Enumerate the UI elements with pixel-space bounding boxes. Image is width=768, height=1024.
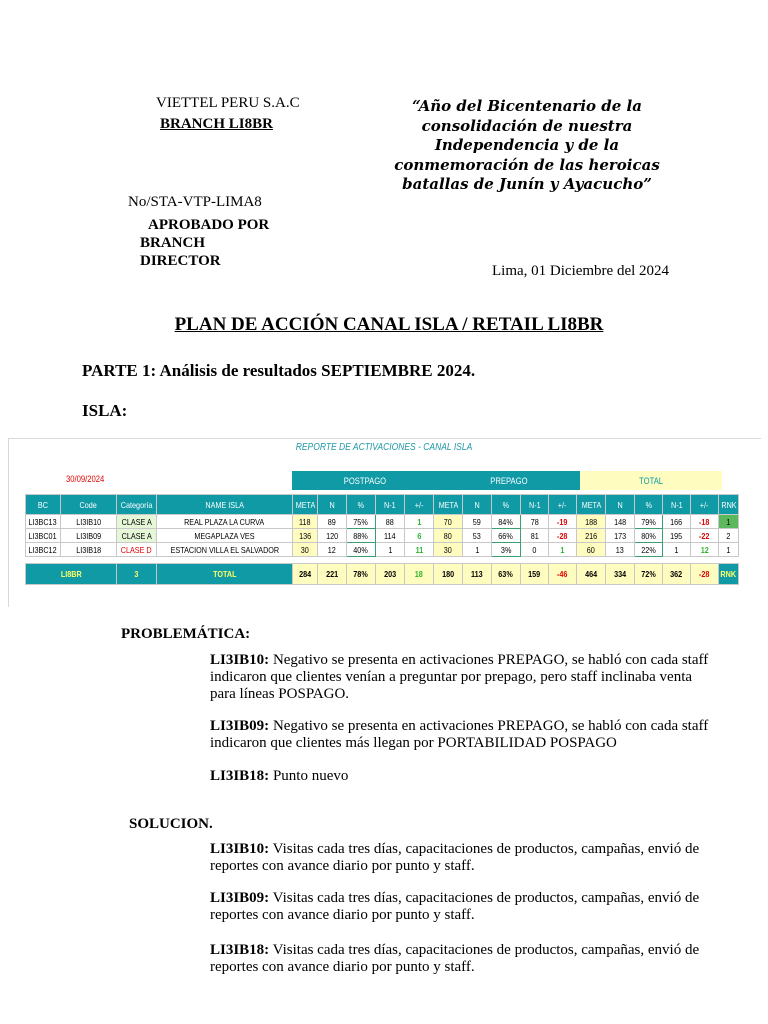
report-date: 30/09/2024: [66, 474, 105, 484]
group-total: TOTAL: [580, 471, 722, 490]
table-total-row: LI8BR 3 TOTAL 284 221 78% 203 18 180 113 63% 159 -46 464 334 72% 362 -28 RNK: [26, 564, 739, 585]
company-name: VIETTEL PERU S.A.C: [156, 95, 300, 111]
header-cell: +/-: [549, 495, 577, 515]
page-title: PLAN DE ACCIÓN CANAL ISLA / RETAIL LI8BR: [174, 314, 604, 335]
approved-by: [140, 216, 300, 270]
year-motto: “Año del Bicentenario de la consolidación de nuestra Independencia y de la conmemoración de las heroicas batallas de Junín y Ayacucho”: [394, 97, 660, 193]
approved-line-2: BRANCH: [140, 235, 206, 251]
header-cell: META: [434, 495, 463, 515]
header-cell: BC: [26, 495, 61, 515]
table-row: LI3BC12 LI3IB18 CLASE D ESTACION VILLA EL SALVADOR 30 12 40% 1 11 30 1 3% 0 1 60 13 22% 1 12 1: [26, 543, 739, 557]
header-cell: %: [347, 495, 376, 515]
isla-heading: ISLA:: [82, 401, 128, 420]
part-heading: PARTE 1: Análisis de resultados SEPTIEMBRE 2024.: [82, 361, 476, 380]
solution-item: LI3IB18: Visitas cada tres días, capacitaciones de productos, campañas, envió de reportes con avance diario por punto y staff.: [210, 942, 700, 975]
approved-line-1: APROBADO POR: [148, 217, 270, 233]
header-cell: N-1: [376, 495, 405, 515]
report-title: REPORTE DE ACTIVACIONES - CANAL ISLA: [295, 442, 473, 453]
solution-item: LI3IB10: Visitas cada tres días, capacitaciones de productos, campañas, envió de reportes con avance diario por punto y staff.: [210, 841, 700, 874]
problem-item: LI3IB09: Negativo se presenta en activaciones PREPAGO, se habló con cada staff indicaron que clientes más llegan por PORTABILIDAD POSPAGO: [210, 718, 709, 751]
problematica-heading: PROBLEMÁTICA:: [121, 626, 251, 642]
group-postpago: POSTPAGO: [292, 471, 437, 490]
header-cell: +/-: [405, 495, 434, 515]
group-prepago: PREPAGO: [437, 471, 580, 490]
header-cell: N: [318, 495, 347, 515]
header-cell: NAME ISLA: [157, 495, 293, 515]
table-row: LI3BC01 LI3IB09 CLASE A MEGAPLAZA VES 136 120 88% 114 6 80 53 66% 81 -28 216 173 80% 195 -22 2: [26, 529, 739, 543]
problem-item: LI3IB10: Negativo se presenta en activaciones PREPAGO, se habló con cada staff indicaron que clientes venían a preguntar por prepago, pero staff inclinaba venta para líneas POSPAGO.: [210, 652, 709, 702]
header-cell: META: [577, 495, 606, 515]
header-cell: RNK: [719, 495, 739, 515]
header-cell: Code: [61, 495, 117, 515]
table-row: LI3BC13 LI3IB10 CLASE A REAL PLAZA LA CURVA 118 89 75% 88 1 70 59 84% 78 -19 188 148 79% 166 -18 1: [26, 515, 739, 529]
header-cell: %: [492, 495, 521, 515]
problem-item: LI3IB18: Punto nuevo: [210, 768, 349, 784]
activations-table: [25, 494, 739, 585]
header-cell: META: [293, 495, 318, 515]
branch-name: BRANCH LI8BR: [160, 116, 273, 132]
header-cell: %: [635, 495, 663, 515]
document-number: No/STA-VTP-LIMA8: [128, 194, 262, 210]
approved-line-3: DIRECTOR: [140, 253, 221, 269]
header-cell: N: [606, 495, 635, 515]
header-cell: +/-: [691, 495, 719, 515]
header-cell: Categoría: [117, 495, 157, 515]
solucion-heading: SOLUCION.: [129, 816, 213, 832]
solution-item: LI3IB09: Visitas cada tres días, capacitaciones de productos, campañas, envió de reportes con avance diario por punto y staff.: [210, 890, 700, 923]
table-header-row: [26, 495, 739, 515]
header-cell: N-1: [521, 495, 549, 515]
header-cell: N-1: [663, 495, 691, 515]
header-cell: N: [463, 495, 492, 515]
document-date: Lima, 01 Diciembre del 2024: [492, 263, 670, 279]
